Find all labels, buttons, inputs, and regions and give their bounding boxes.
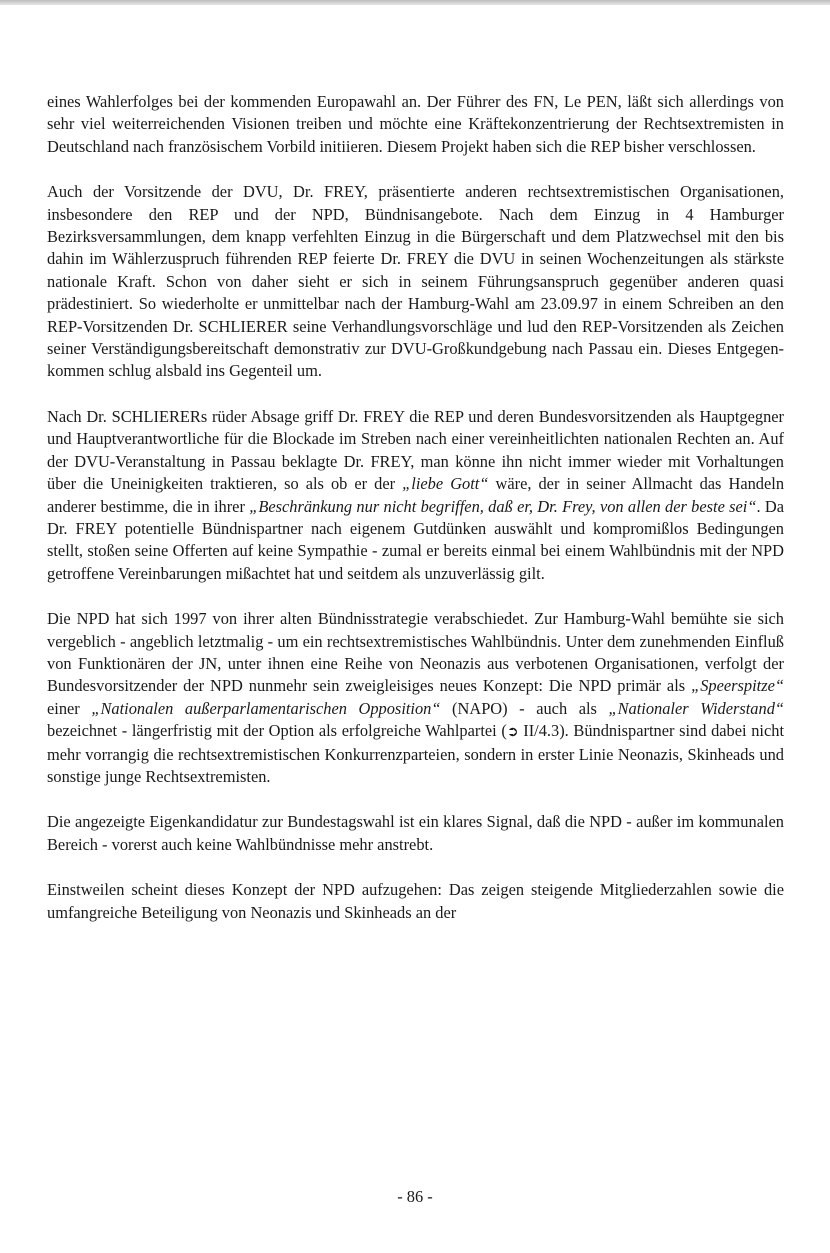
text-run: einer xyxy=(47,698,92,718)
italic-quote: „Speerspitze“ xyxy=(691,676,784,696)
text-run: Einstweilen scheint dieses Konzept der NPD aufzugehen: Das zeigen steigende Mitgliederzahlen sowie die umfangreiche Beteiligung von Neonazis und Skinheads an der xyxy=(47,880,784,922)
italic-quote: „Beschränkung nur nicht begriffen, daß er, Dr. Frey, von allen der beste sei“ xyxy=(249,496,757,516)
paragraph xyxy=(47,91,784,158)
page-number: - 86 - xyxy=(397,1187,433,1206)
italic-quote: „Nationaler Widerstand“ xyxy=(608,698,785,718)
text-run: (NAPO) - auch als xyxy=(440,698,609,718)
paragraph xyxy=(47,406,784,585)
text-run: wäre, der in seiner Allmacht das Handeln anderer bestimme, die in ihrer xyxy=(47,474,785,516)
text-run: II/4.3). Bündnispartner sind dabei nicht mehr vorrangig die rechtsextremistischen Konkurrenzparteien, sondern in erster Linie Neonazis, Skinheads und sonstige junge Rechtsextremisten. xyxy=(47,721,784,786)
italic-quote: „Nationalen außerparlamentarischen Opposition“ xyxy=(91,698,441,718)
text-run: eines Wahlerfolges bei der kommenden Europawahl an. Der Führer des FN, Le PEN, läßt sich allerdings von sehr viel weiterreichenden Visionen treiben und möchte eine Kräftekonzentrierung der Rechtsextremisten in Deutschland nach französischem Vorbild initiieren. Diesem Projekt haben sich die REP bisher verschlossen. xyxy=(47,92,784,156)
paragraph xyxy=(47,181,784,383)
reference-arrow-icon: ➲ xyxy=(506,724,519,741)
text-run: bezeichnet - längerfristig mit der Option als erfolgreiche Wahlpartei ( xyxy=(47,721,507,741)
italic-quote: „liebe Gott“ xyxy=(402,474,489,494)
top-rule xyxy=(0,0,830,5)
text-run: Die angezeigte Eigenkandidatur zur Bundestagswahl ist ein klares Signal, daß die NPD - außer im kommunalen Bereich - vorerst auch keine Wahlbündnisse mehr anstrebt. xyxy=(47,812,784,854)
paragraph xyxy=(47,608,784,788)
text-run: Nach Dr. SCHLIERERs rüder Absage griff Dr. FREY die REP und deren Bundesvorsitzenden als Hauptgegner und Hauptverantwortliche für die Blockade im Streben nach einer vereinheitlichten nationalen Rechten an. Auf der DVU-Veranstaltung in Passau beklagte Dr. FREY, man könne ihn nicht immer wieder mit Vorhaltungen über die Uneinigkeiten traktieren, so als ob er der xyxy=(47,406,784,494)
text-run: Auch der Vorsitzende der DVU, Dr. FREY, präsentierte anderen rechtsextremistischen Organisationen, insbesondere den REP und der NPD, Bündnisangebote. Nach dem Einzug in 4 Hamburger Bezirksversammlungen, dem knapp verfehlten Einzug in die Bürgerschaft und dem Platzwechsel mit den bis dahin im Wählerzuspruch führenden REP feierte Dr. FREY die DVU in seinen Wochenzeitungen als stärkste nationale Kraft. Schon von daher sieht er sich in seinem Führungsanspruch gegenüber anderen quasi prädestiniert. So wiederholte er unmittelbar nach der Hamburg-Wahl am 23.09.97 in einem Schreiben an den REP-Vorsitzenden Dr. SCHLIERER seine Verhandlungsvorschläge und lud den REP-Vorsitzenden als Zeichen seiner Verständigungsbereitschaft demonstrativ zur DVU-Großkundgebung nach Passau ein. Dieses Entgegenkommen schlug alsbald ins Gegenteil um. xyxy=(47,182,784,381)
text-run: Die NPD hat sich 1997 von ihrer alten Bündnisstrategie verabschiedet. Zur Hamburg-Wahl bemühte sie sich vergeblich - angeblich letztmalig - um ein rechtsextremistisches Wahlbündnis. Unter dem zunehmenden Einfluß von Funktionären der JN, unter ihnen eine Reihe von Neonazis aus verbotenen Organisationen, verfolgt der Bundesvorsitzender der NPD nunmehr sein zweigleisiges neues Konzept: Die NPD primär als xyxy=(47,609,784,696)
text-run: . Da Dr. FREY potentielle Bündnispartner nach eigenem Gutdünken auswählt und kompromißlos Bedingungen stellt, stoßen seine Offerten auf keine Sympathie - zumal er bereits einmal bei einem Wahlbündnis mit der NPD getroffene Vereinbarungen mißachtet hat und seitdem als unzuverlässig gilt. xyxy=(47,496,785,583)
page-body xyxy=(47,91,784,947)
paragraph xyxy=(47,879,784,924)
paragraph xyxy=(47,811,784,856)
